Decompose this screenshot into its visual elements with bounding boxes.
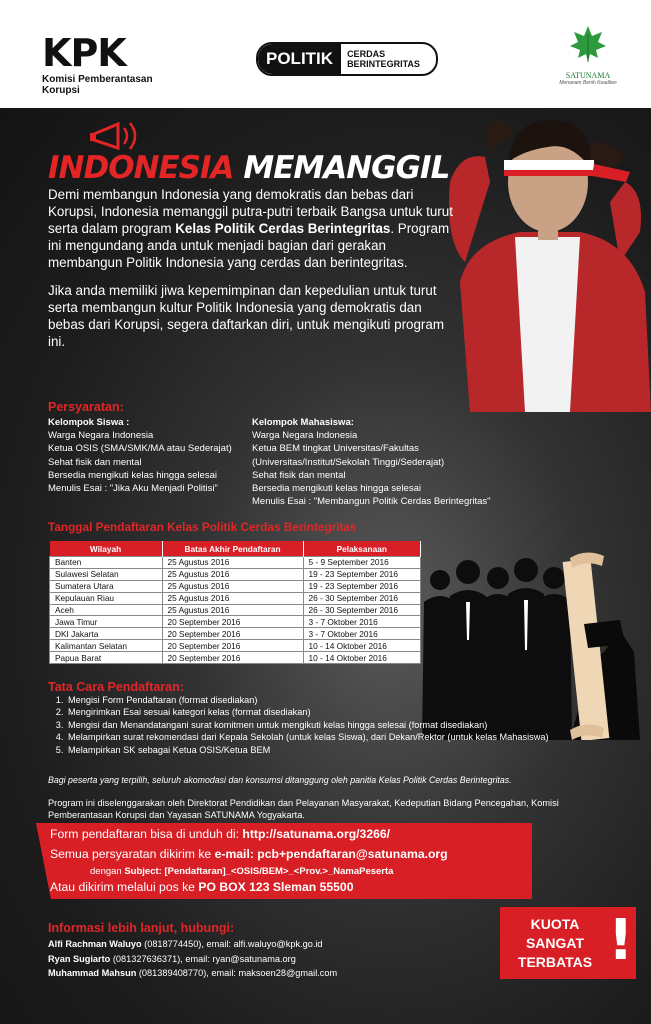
quota-line3: TERBATAS: [517, 954, 593, 970]
list-item: 1. Mengisi Form Pendaftaran (format disediakan): [66, 694, 566, 706]
quota-line2: SANGAT: [525, 935, 585, 951]
kpk-logo-word: KPK: [42, 31, 126, 75]
table-row: [50, 652, 421, 664]
intro-paragraph-1: [48, 186, 458, 271]
table-row: [50, 640, 421, 652]
cell-deadline: 25 Agustus 2016: [162, 592, 303, 604]
schedule-title: Tanggal Pendaftaran Kelas Politik Cerdas Berintegritas: [48, 520, 357, 534]
headline: [48, 150, 449, 186]
list-item: Ketua OSIS (SMA/SMK/MA atau Sederajat): [48, 443, 232, 455]
list-item: Sehat fisik dan mental: [48, 456, 142, 468]
headline-part2: MEMANGGIL: [243, 150, 450, 186]
politik-logo-line1: CERDAS: [347, 49, 386, 59]
cell-wilayah: Banten: [50, 557, 163, 569]
table-row: [50, 557, 421, 569]
form-download-label: Form pendaftaran bisa di unduh di:: [50, 827, 243, 841]
schedule-table: [49, 541, 421, 664]
procedure-title: Tata Cara Pendaftaran:: [48, 680, 184, 694]
pobox-label: Atau dikirim melalui pos ke: [50, 880, 199, 894]
table-row: [50, 568, 421, 580]
cell-pelaksanaan: 3 - 7 Oktober 2016: [303, 628, 421, 640]
list-item: [48, 937, 337, 952]
table-row: [50, 580, 421, 592]
contact-name: Alfi Rachman Waluyo: [48, 939, 142, 949]
quota-badge: [500, 907, 636, 979]
email-link[interactable]: e-mail: pcb+pendaftaran@satunama.org: [214, 847, 448, 861]
list-item: Ketua BEM tingkat Universitas/Fakultas: [252, 443, 419, 455]
intro-p1-post: . Program ini mengundang anda untuk menjadi bagian dari gerakan membangun Politik Indonesia yang cerdas dan berintegritas.: [48, 221, 450, 270]
column-header-batas-akhir: Batas Akhir Pendaftaran: [162, 541, 303, 557]
cell-wilayah: Sumatera Utara: [50, 580, 163, 592]
requirements-title: Persyaratan:: [48, 400, 124, 414]
form-download-link[interactable]: http://satunama.org/3266/: [242, 827, 391, 841]
table-row: [50, 628, 421, 640]
contact-detail: (081389408770), email: maksoen28@gmail.com: [136, 968, 338, 978]
satunama-logo: [556, 24, 620, 88]
cell-wilayah: Kalimantan Selatan: [50, 640, 163, 652]
list-item: (Universitas/Institut/Sekolah Tinggi/Sederajat): [252, 456, 445, 468]
politik-logo-sub: [341, 49, 420, 69]
cell-wilayah: DKI Jakarta: [50, 628, 163, 640]
list-item: 5. Melampirkan SK sebagai Ketua OSIS/Ketua BEM: [66, 744, 566, 756]
satunama-name: SATUNAMA: [565, 71, 611, 80]
pobox-address: PO BOX 123 Sleman 55500: [198, 880, 354, 894]
subject-format: Subject: [Pendaftaran]_<OSIS/BEM>_<Prov.>_NamaPeserta: [124, 866, 394, 877]
email-label: Semua persyaratan dikirim ke: [50, 847, 215, 861]
subject-label: dengan: [90, 866, 125, 877]
politik-cerdas-logo: [256, 42, 438, 76]
intro-p1-program: Kelas Politik Cerdas Berintegritas: [175, 221, 391, 236]
cell-pelaksanaan: 26 - 30 September 2016: [303, 592, 421, 604]
contact-name: Ryan Sugiarto: [48, 953, 111, 964]
form-download-line: [50, 827, 390, 841]
list-item: 3. Mengisi dan Menandatangani surat komitmen untuk mengikuti kelas hingga selesai (format disediakan): [66, 719, 566, 731]
leaf-icon: [568, 24, 608, 64]
kpk-logo: [42, 31, 192, 96]
accommodation-note: Bagi peserta yang terpilih, seluruh akomodasi dan konsumsi ditanggung oleh panitia Kelas Politik Cerdas Berintegritas.: [48, 775, 512, 785]
list-item: Bersedia mengikuti kelas hingga selesai: [252, 483, 421, 495]
cell-pelaksanaan: 10 - 14 Oktober 2016: [303, 640, 421, 652]
table-row: [50, 592, 421, 604]
column-header-wilayah: Wilayah: [50, 541, 163, 557]
table-row: [50, 616, 421, 628]
cell-pelaksanaan: 3 - 7 Oktober 2016: [303, 616, 421, 628]
list-item: Bersedia mengikuti kelas hingga selesai: [48, 469, 217, 481]
requirements-mahasiswa: [252, 416, 532, 508]
intro-p1-pre: Demi membangun Indonesia yang demokratis dan bebas dari Korupsi, Indonesia memanggil putra-putri terbaik Bangsa untuk turut serta dalam program: [48, 187, 453, 236]
cell-pelaksanaan: 19 - 23 September 2016: [303, 580, 421, 592]
cell-deadline: 25 Agustus 2016: [162, 604, 303, 616]
cell-deadline: 20 September 2016: [162, 616, 303, 628]
pobox-line: [50, 880, 354, 894]
list-item: [48, 952, 337, 967]
satunama-tagline: Menanam Benih Keadilan: [559, 80, 617, 86]
list-item: 2. Mengirimkan Esai sesuai kategori kelas (format disediakan): [66, 706, 566, 718]
contact-detail: (0818774450), email: alfi.waluyo@kpk.go.id: [141, 939, 323, 949]
list-item: Warga Negara Indonesia: [48, 430, 154, 442]
contact-detail: (081327636371), email: ryan@satunama.org: [110, 953, 296, 964]
cell-wilayah: Sulawesi Selatan: [50, 568, 163, 580]
cell-deadline: 25 Agustus 2016: [162, 568, 303, 580]
contact-name: Muhammad Mahsun: [48, 968, 137, 978]
requirements-mahasiswa-heading: Kelompok Mahasiswa:: [252, 417, 354, 428]
cell-wilayah: Kepulauan Riau: [50, 592, 163, 604]
list-item: [48, 966, 337, 981]
contact-title: Informasi lebih lanjut, hubungi:: [48, 921, 235, 935]
column-header-pelaksanaan: Pelaksanaan: [303, 541, 421, 557]
cell-pelaksanaan: 10 - 14 Oktober 2016: [303, 652, 421, 664]
kpk-logo-subtitle: Komisi Pemberantasan Korupsi: [42, 74, 153, 96]
intro-paragraph-2: Jika anda memiliki jiwa kepemimpinan dan kepedulian untuk turut serta membangun kultur Politik Indonesia yang demokratis dan bebas dari Korupsi, segera daftarkan diri, untuk mengikuti program ini.: [48, 283, 444, 349]
cell-deadline: 20 September 2016: [162, 652, 303, 664]
list-item: Sehat fisik dan mental: [252, 469, 346, 481]
table-header-row: [50, 541, 421, 557]
contact-list: [48, 937, 337, 981]
cell-deadline: 25 Agustus 2016: [162, 557, 303, 569]
politik-logo-word: POLITIK: [258, 44, 341, 74]
headline-part1: INDONESIA: [48, 150, 234, 186]
organizer-text: Program ini diselenggarakan oleh Direktorat Pendidikan dan Pelayanan Masyarakat, Kedeputian Bidang Pencegahan, Komisi Pemberantasan Korupsi dan Yayasan SATUNAMA Yogyakarta.: [48, 798, 559, 821]
quota-line1: KUOTA: [530, 916, 580, 932]
person-illustration: [430, 112, 651, 412]
cell-deadline: 20 September 2016: [162, 628, 303, 640]
cell-wilayah: Aceh: [50, 604, 163, 616]
quota-text: [510, 915, 600, 972]
cell-wilayah: Jawa Timur: [50, 616, 163, 628]
subject-line: [90, 866, 393, 877]
cell-deadline: 20 September 2016: [162, 640, 303, 652]
table-row: [50, 604, 421, 616]
list-item: Menulis Esai : "Jika Aku Menjadi Politisi": [48, 483, 218, 495]
requirements-siswa-heading: Kelompok Siswa :: [48, 417, 130, 428]
email-line: [50, 847, 448, 861]
cell-wilayah: Papua Barat: [50, 652, 163, 664]
list-item: Warga Negara Indonesia: [252, 430, 358, 442]
politik-logo-line2: BERINTEGRITAS: [347, 59, 420, 69]
cell-deadline: 25 Agustus 2016: [162, 580, 303, 592]
procedure-list: [48, 694, 566, 756]
cell-pelaksanaan: 26 - 30 September 2016: [303, 604, 421, 616]
requirements-siswa: [48, 416, 248, 495]
intro-text: [48, 186, 458, 350]
cell-pelaksanaan: 5 - 9 September 2016: [303, 557, 421, 569]
list-item: Menulis Esai : "Membangun Politik Cerdas Berintegritas": [252, 496, 491, 508]
list-item: 4. Melampirkan surat rekomendasi dari Kepala Sekolah (untuk kelas Siswa), dari Dekan/Rektor (untuk kelas Mahasiswa): [66, 731, 566, 743]
exclamation-icon: !: [608, 908, 634, 973]
cell-pelaksanaan: 19 - 23 September 2016: [303, 568, 421, 580]
